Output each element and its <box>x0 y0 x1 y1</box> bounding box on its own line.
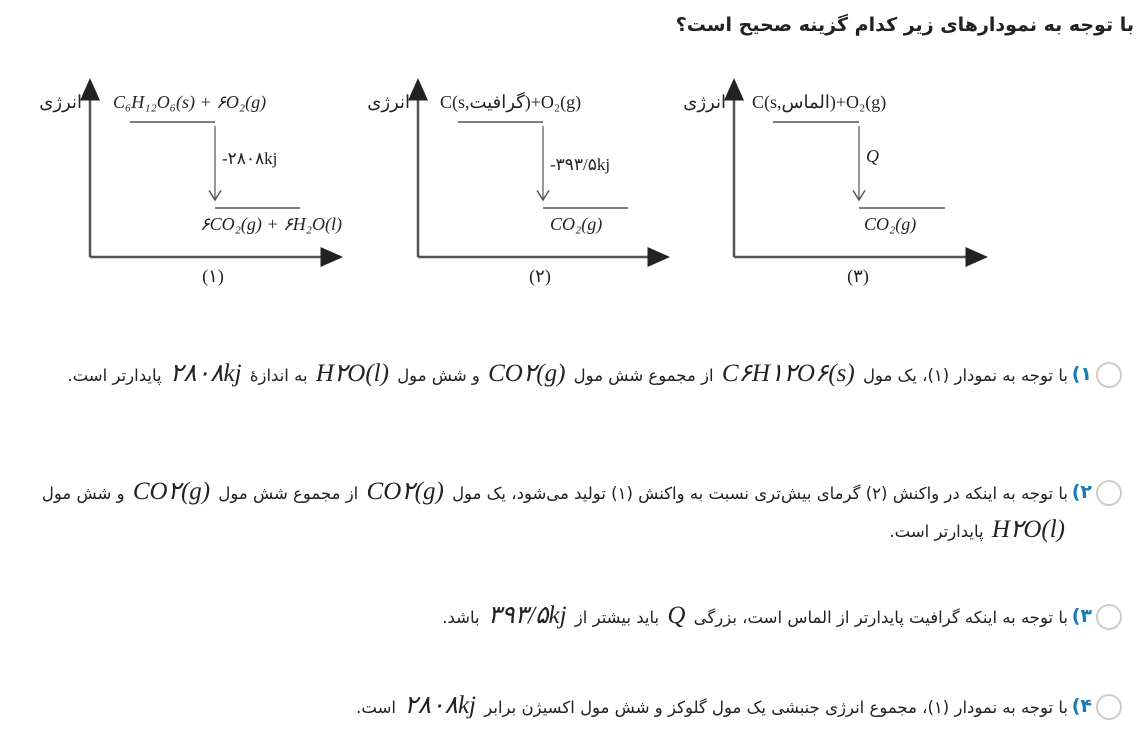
option-2[interactable] <box>18 474 1130 550</box>
option-text <box>67 360 1068 387</box>
option-text-segment: با توجه به نمودار (۱)، مجموع انرژی جنبشی یک مول گلوکز و شش مول اکسیژن برابر <box>479 698 1068 717</box>
option-radio[interactable] <box>1096 694 1122 720</box>
option-radio[interactable] <box>1096 362 1122 388</box>
option-text-segment: با توجه به اینکه در واکنش (۲) گرمای بیش‌تری نسبت به واکنش (۱) تولید می‌شود، یک مول <box>446 484 1068 503</box>
option-text-segment: با توجه به نمودار (۱)، یک مول <box>857 366 1068 385</box>
formula: ۳۹۳/۵kj <box>487 602 567 629</box>
option-text-segment: است. <box>356 698 402 717</box>
option-number: ( ۳ <box>1072 598 1092 634</box>
option-1[interactable] <box>18 356 1130 394</box>
delta-label: -۲۸۰۸kj <box>222 149 278 168</box>
axis-label: انرژی <box>367 92 410 112</box>
option-text-segment: باید بیشتر از <box>569 608 665 627</box>
axis-label: انرژی <box>683 92 726 112</box>
option-number: ( ۴ <box>1072 688 1092 724</box>
products-label: ۶CO₂(g) + ۶H₂O(l) <box>200 214 342 234</box>
option-number: ( ۱ <box>1072 356 1092 392</box>
option-radio[interactable] <box>1096 480 1122 506</box>
delta-label: -۳۹۳/۵kj <box>550 155 611 174</box>
option-text-segment: پایدارتر است. <box>889 522 989 541</box>
formula: ۲۸۰۸kj <box>404 692 476 719</box>
option-text-segment: از مجموع شش مول <box>568 366 719 385</box>
option-text-segment: باشد. <box>442 608 485 627</box>
option-text <box>356 692 1068 719</box>
diagram-2 <box>367 88 660 287</box>
formula: H۲O(l) <box>315 360 389 387</box>
formula: C۶H۱۲O۶(s) <box>721 360 855 387</box>
formula: CO۲(g) <box>132 478 211 505</box>
formula: CO۲(g) <box>488 360 566 387</box>
diagram-caption: (۲) <box>529 266 551 286</box>
formula: CO۲(g) <box>366 478 444 505</box>
option-text-segment: از مجموع شش مول <box>213 484 364 503</box>
energy-diagrams <box>0 70 1148 300</box>
option-4[interactable] <box>18 688 1130 726</box>
diagram-caption: (۳) <box>847 266 869 286</box>
products-label: CO₂(g) <box>864 214 917 234</box>
question-title: با توجه به نمودارهای زیر کدام گزینه صحیح است؟ <box>675 14 1134 36</box>
products-label: CO₂(g) <box>550 214 603 234</box>
option-radio[interactable] <box>1096 604 1122 630</box>
formula: Q <box>667 602 686 629</box>
option-text-segment: پایدارتر است. <box>67 366 167 385</box>
formula: ۲۸۰۸kj <box>169 360 242 387</box>
reactants-label: C(s,الماس)+O₂(g) <box>752 92 887 112</box>
diagram-1 <box>39 88 342 287</box>
option-text-segment: و شش مول <box>41 484 130 503</box>
option-text-segment: با توجه به اینکه گرافیت پایدارتر از الماس است، بزرگی <box>688 608 1068 627</box>
diagram-caption: (۱) <box>202 266 224 286</box>
option-number: ( ۲ <box>1072 474 1092 510</box>
option-3[interactable] <box>18 598 1130 636</box>
axis-label: انرژی <box>39 92 82 112</box>
option-text <box>41 478 1068 543</box>
reactants-label: C(s,گرافیت)+O₂(g) <box>440 92 582 112</box>
delta-label: Q <box>866 146 879 166</box>
diagram-3 <box>683 88 978 287</box>
option-text-segment: به اندازهٔ <box>244 366 313 385</box>
formula: H۲O(l) <box>991 516 1065 543</box>
option-text-segment: و شش مول <box>391 366 486 385</box>
option-text <box>442 602 1068 629</box>
reactants-label: C₆H₁₂O₆(s) + ۶O₂(g) <box>113 92 267 112</box>
